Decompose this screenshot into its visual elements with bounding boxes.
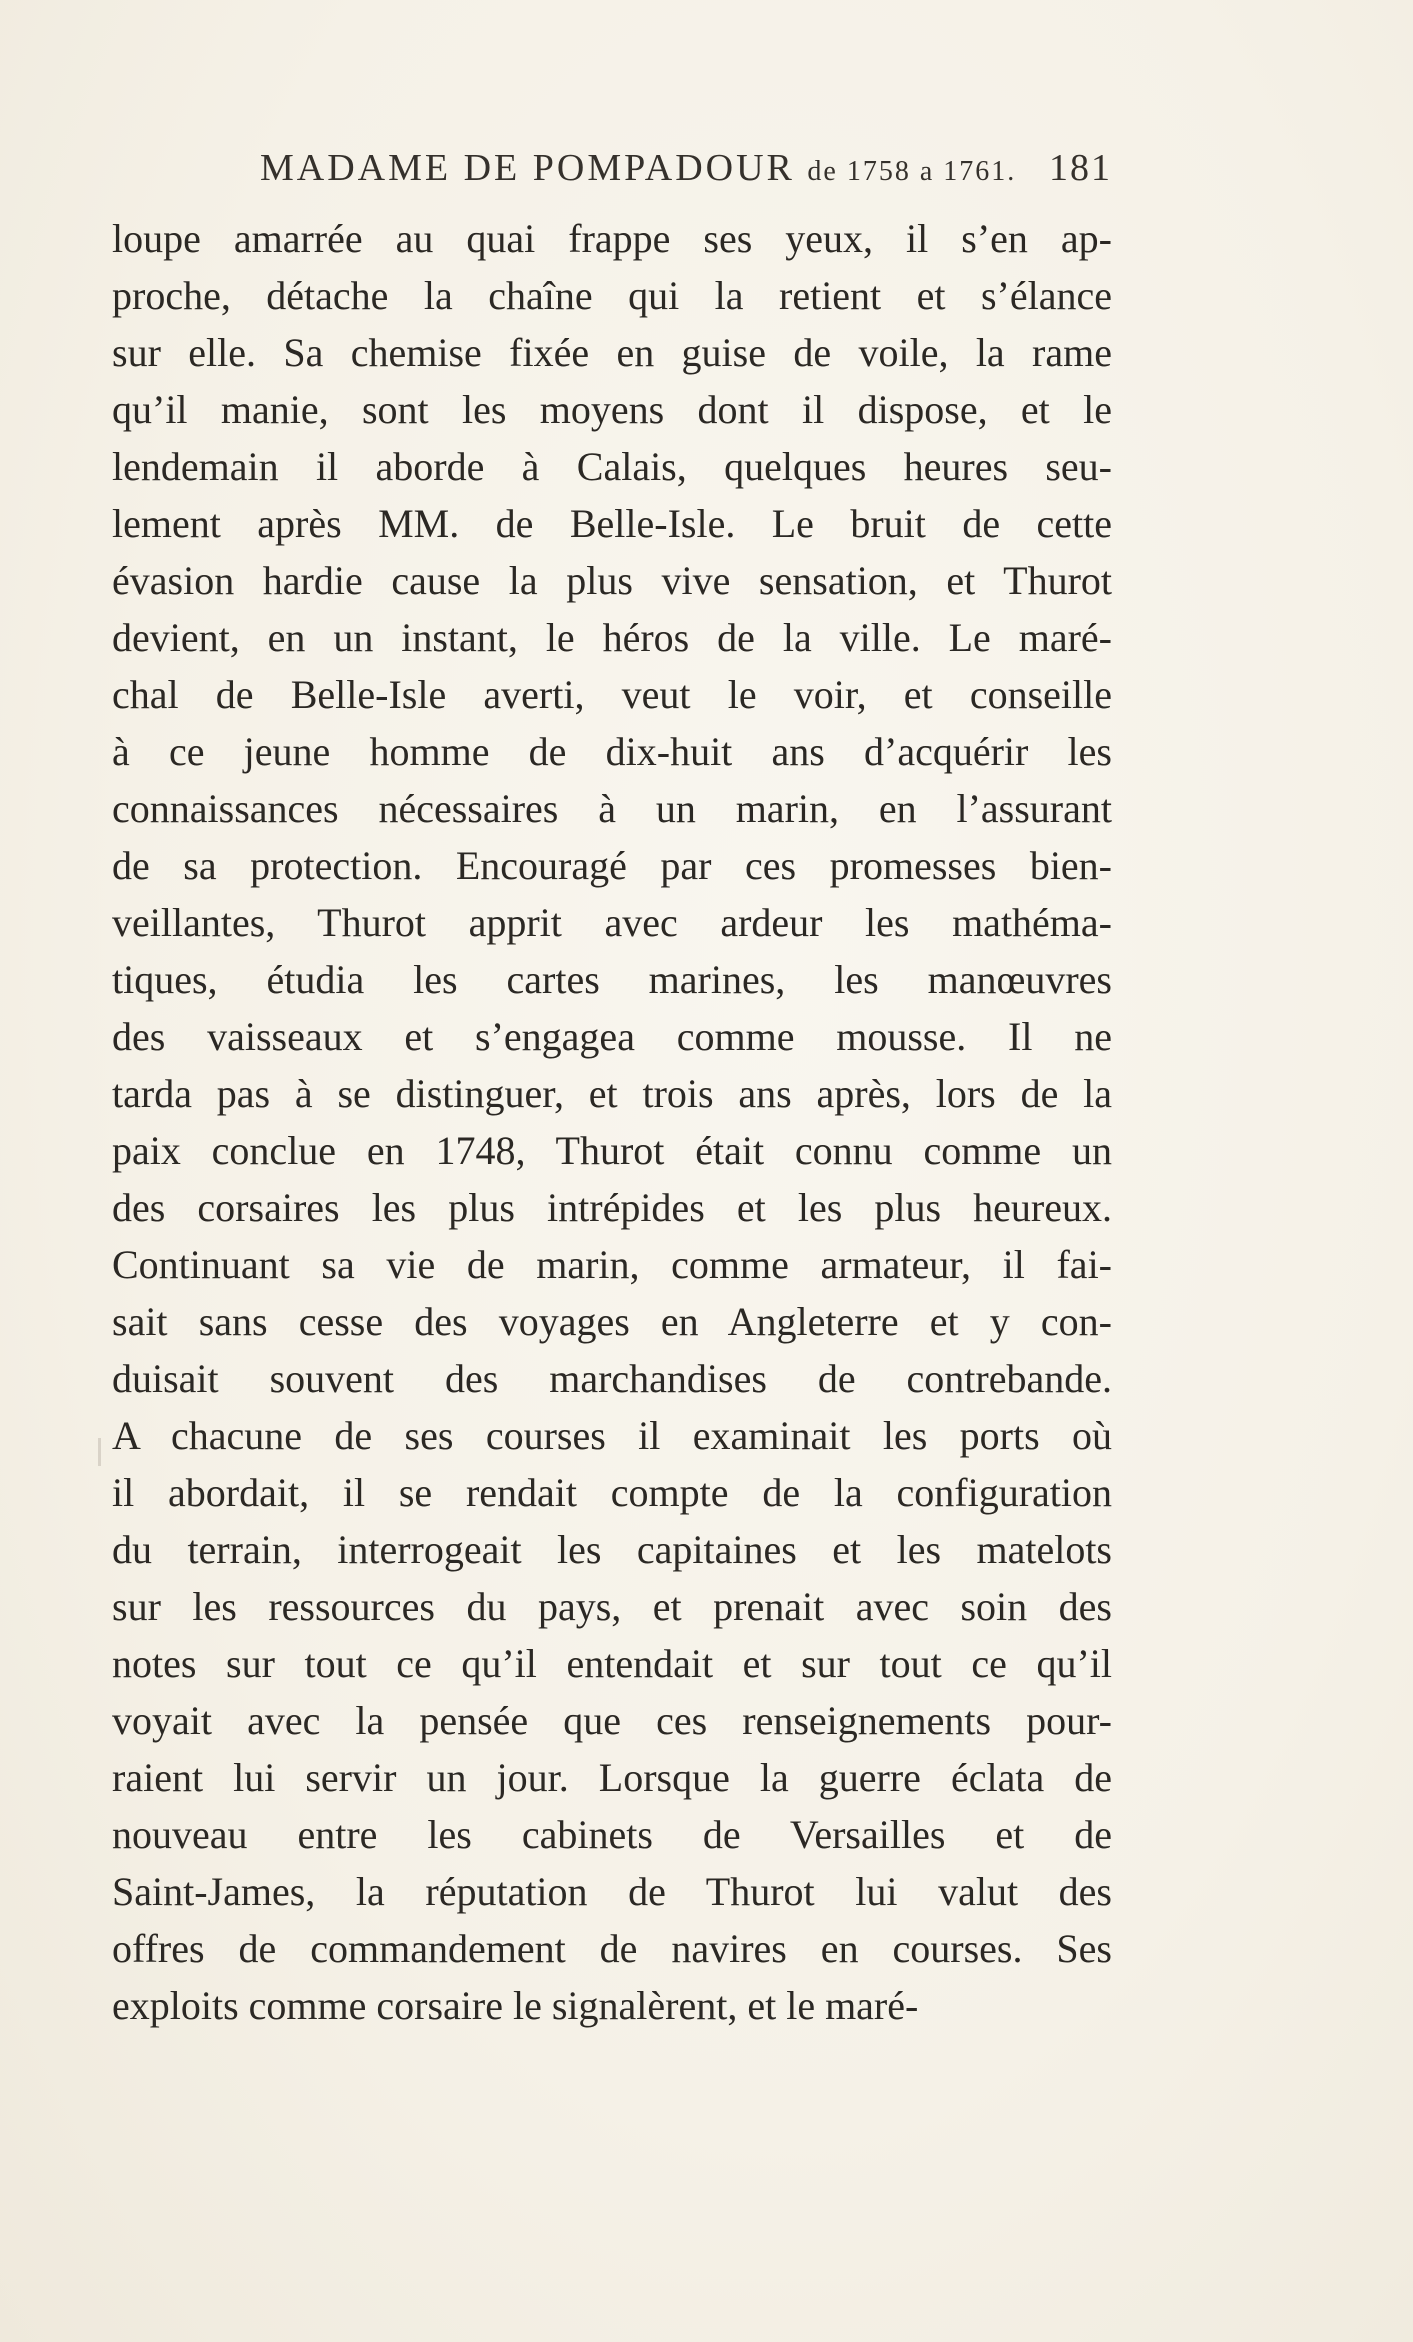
text-line: notes sur tout ce qu’il entendait et sur tout ce qu’il (112, 1641, 1112, 1686)
text-line: du terrain, interrogeait les capitaines et les matelots (112, 1527, 1112, 1572)
text-line: évasion hardie cause la plus vive sensation, et Thurot (112, 558, 1112, 603)
text-line: sur les ressources du pays, et prenait avec soin des (112, 1584, 1112, 1629)
text-line: il abordait, il se rendait compte de la configuration (112, 1470, 1112, 1515)
text-line: tarda pas à se distinguer, et trois ans après, lors de la (112, 1071, 1112, 1116)
text-line: qu’il manie, sont les moyens dont il dispose, et le (112, 387, 1112, 432)
text-line: raient lui servir un jour. Lorsque la guerre éclata de (112, 1755, 1112, 1800)
text-line: exploits comme corsaire le signalèrent, et le maré- (112, 1983, 919, 2028)
text-line: de sa protection. Encouragé par ces promesses bien- (112, 843, 1112, 888)
page-number: 181 (1049, 147, 1112, 189)
text-line: Saint-James, la réputation de Thurot lui valut des (112, 1869, 1112, 1914)
running-title (260, 146, 1016, 190)
text-line: nouveau entre les cabinets de Versailles et de (112, 1812, 1112, 1857)
running-head (112, 146, 1112, 194)
text-line: devient, en un instant, le héros de la ville. Le maré- (112, 615, 1112, 660)
text-line: veillantes, Thurot apprit avec ardeur les mathéma- (112, 900, 1112, 945)
text-line: sait sans cesse des voyages en Angleterre et y con- (112, 1299, 1112, 1344)
text-line: lendemain il aborde à Calais, quelques heures seu- (112, 444, 1112, 489)
text-line: à ce jeune homme de dix-huit ans d’acquérir les (112, 729, 1112, 774)
text-line: lement après MM. de Belle-Isle. Le bruit de cette (112, 501, 1112, 546)
text-line: Continuant sa vie de marin, comme armateur, il fai- (112, 1242, 1112, 1287)
running-title-main: MADAME DE POMPADOUR (260, 147, 795, 189)
text-line: paix conclue en 1748, Thurot était connu comme un (112, 1128, 1112, 1173)
text-line: chal de Belle-Isle averti, veut le voir, et conseille (112, 672, 1112, 717)
text-line: offres de commandement de navires en courses. Ses (112, 1926, 1112, 1971)
body-text (112, 210, 1112, 2034)
text-line: proche, détache la chaîne qui la retient et s’élance (112, 273, 1112, 318)
text-line: des corsaires les plus intrépides et les plus heureux. (112, 1185, 1112, 1230)
running-title-dates: de 1758 a 1761. (807, 156, 1017, 187)
text-line: connaissances nécessaires à un marin, en l’assurant (112, 786, 1112, 831)
text-line: loupe amarrée au quai frappe ses yeux, il s’en ap- (112, 216, 1112, 261)
paper-speck (98, 1438, 101, 1466)
text-line: voyait avec la pensée que ces renseignements pour- (112, 1698, 1112, 1743)
text-line: des vaisseaux et s’engagea comme mousse. Il ne (112, 1014, 1112, 1059)
text-line: sur elle. Sa chemise fixée en guise de voile, la rame (112, 330, 1112, 375)
text-line: A chacune de ses courses il examinait les ports où (112, 1413, 1112, 1458)
text-line: duisait souvent des marchandises de contrebande. (112, 1356, 1112, 1401)
text-line: tiques, étudia les cartes marines, les manœuvres (112, 957, 1112, 1002)
